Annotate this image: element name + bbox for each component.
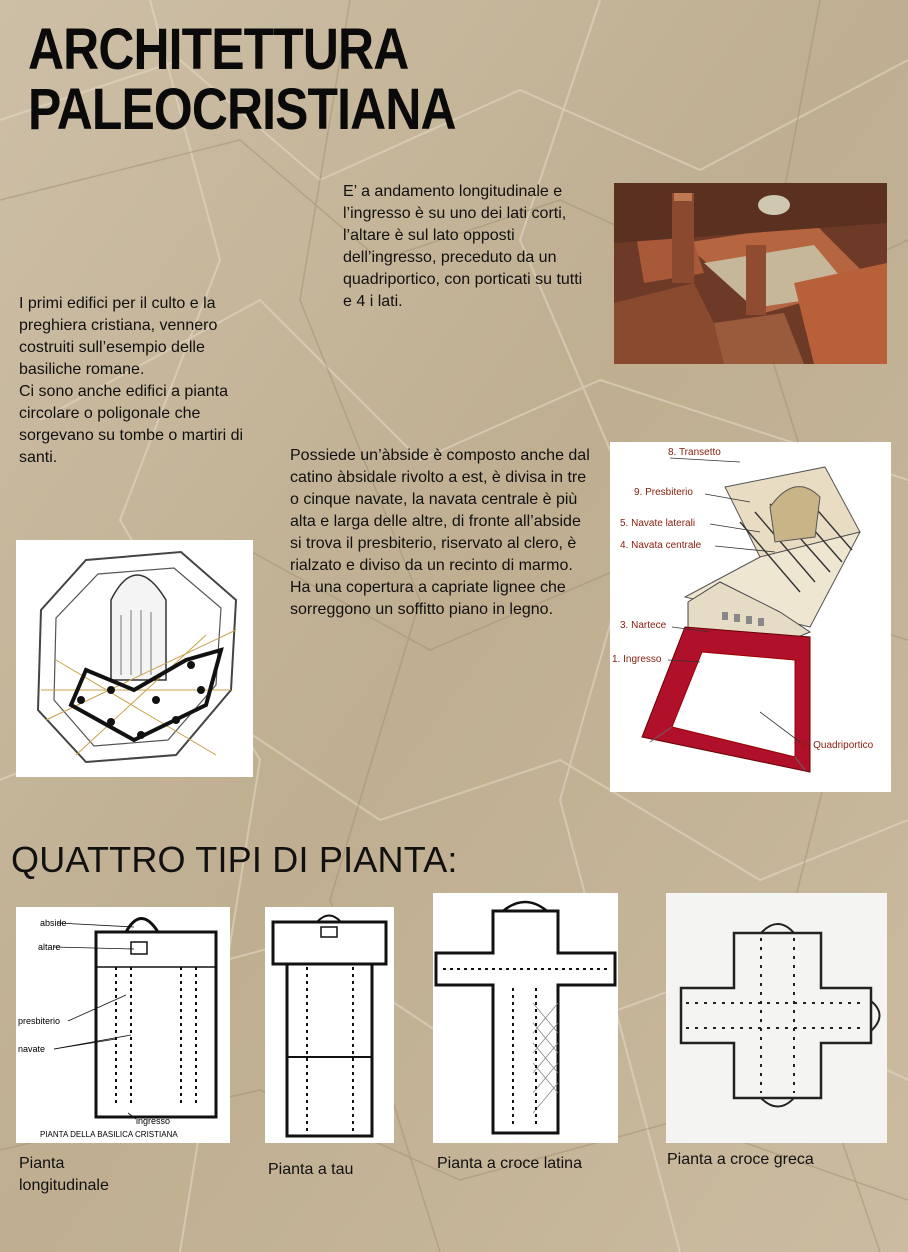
label-altare: altare [38,942,61,952]
title-line-1: ARCHITETTURA [28,17,409,82]
plan-croce-greca-drawing [666,893,887,1143]
caption-croce-greca [667,1149,867,1171]
section-title [11,840,611,880]
plan-description-block [343,181,591,313]
roof-paragraph: Ha una copertura a capriate lignee che sorreggono un soffitto piano in legno. [290,579,566,618]
apse-description-block [290,445,590,621]
aerial-photo-sant-ambrogio [614,183,887,364]
caption-croce-latina [437,1153,637,1175]
label-ingresso: 1. Ingresso [612,654,662,665]
page-title [28,17,548,142]
caption-tau-text: Pianta a tau [268,1161,354,1178]
label-abside: abside [40,918,67,928]
label-presbiterio: 9. Presbiterio [634,487,693,498]
plan-paragraph: E’ a andamento longitudinale e l’ingresso è su uno dei lati corti, l’altare è sul lato opposti dell’ingresso, preceduto da un quadriportico, con porticati su tutti e 4 i lati. [343,183,583,310]
label-plan-ingresso: ingresso [136,1116,171,1126]
caption-longitudinale-text: Pianta longitudinale [19,1155,109,1194]
apse-paragraph: Possiede un’àbside è composto anche dal catino àbsidale rivolto a est, è divisa in tre o cinque navate, la navata centrale è più alta e larga delle altre, di fronte all’abside si trova il presbiterio, riservato al clero, è rialzato e diviso da un recinto di marmo. [290,447,590,574]
label-quadriportico: 2. Quadriportico [802,740,874,751]
plan-tau-drawing [265,907,394,1143]
plan1-caption: PIANTA DELLA BASILICA CRISTIANA [40,1130,178,1139]
plan-croce-latina-drawing [433,893,618,1143]
label-navate: navate [18,1044,46,1054]
caption-croce-greca-text: Pianta a croce greca [667,1151,814,1168]
label-nartece: 3. Nartece [620,620,667,631]
title-line-2: PALEOCRISTIANA [28,77,456,142]
label-transetto: 8. Transetto [668,447,721,458]
label-plan-presbiterio: presbiterio [18,1016,61,1026]
intro-paragraph-2: Ci sono anche edifici a pianta circolare o poligonale che sorgevano su tombe o martiri di santi. [19,383,244,466]
section-title-text: QUATTRO TIPI DI PIANTA: [11,839,458,880]
basilica-cutaway-diagram [610,442,891,792]
caption-longitudinale [19,1153,149,1197]
intro-paragraph: I primi edifici per il culto e la preghiera cristiana, vennero costruiti sull’esempio delle basiliche romane. [19,295,218,378]
intro-text-block [19,293,244,469]
caption-croce-latina-text: Pianta a croce latina [437,1155,582,1172]
octagonal-building-drawing [16,540,253,777]
label-navate-laterali: 5. Navate laterali [620,518,696,529]
caption-tau [268,1159,428,1181]
label-navata-centrale: 4. Navata centrale [620,540,702,551]
plan-longitudinale-drawing [16,907,230,1143]
